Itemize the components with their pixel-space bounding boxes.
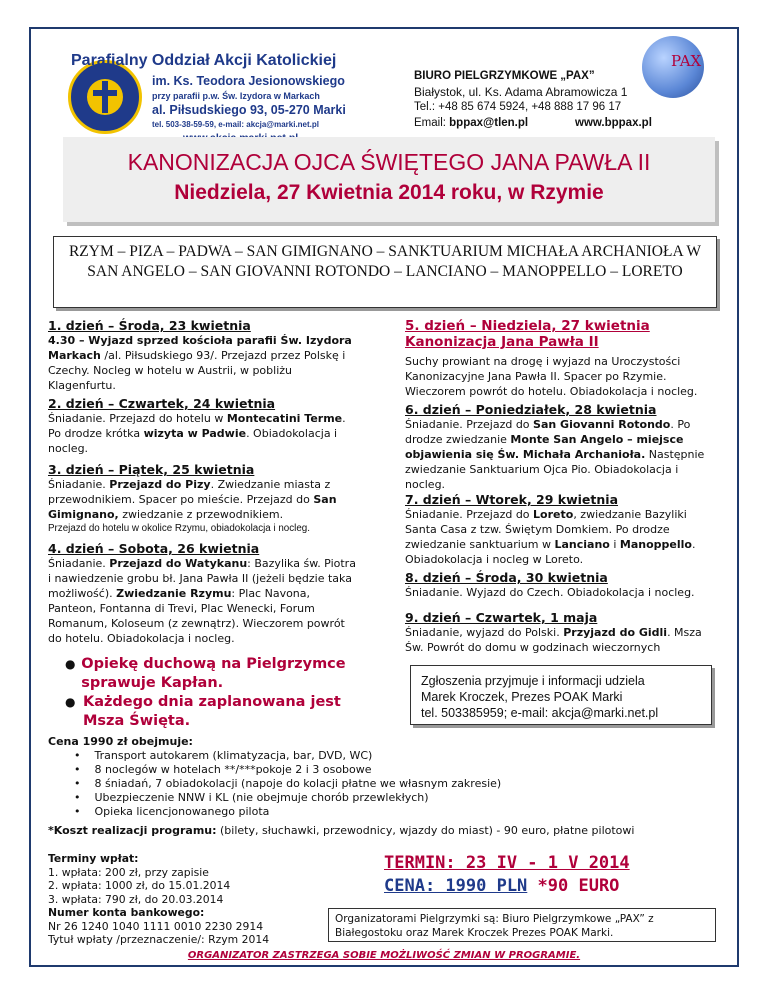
bullet-icon: ● <box>65 695 76 709</box>
day-text: : Plac Navona, Panteon, Fontanna di Trevi, Plac Wenecki, Forum Romanum, Koloseum (z zewnątrz). Wieczorem powrót do hotelu. Obiadokolacja i nocleg. <box>48 587 345 645</box>
contact-line: tel. 503385959; e-mail: akcja@marki.net.pl <box>421 706 659 720</box>
day-heading-2: Kanonizacja Jana Pawła II <box>405 334 599 350</box>
org-contact: tel. 503-38-59-59, e-mail: akcja@marki.net.pl <box>152 120 319 129</box>
day-text: Następnie zwiedzanie Sanktuarium Ojca Pio. Obiadokolacja i nocleg. <box>405 448 705 491</box>
included-item: • 8 noclegów w hotelach **/***pokoje 2 i 3 osobowe <box>74 763 708 777</box>
day-text: . Zwiedzanie miasta z przewodnikiem. Spacer po mieście. Przejazd do <box>48 478 331 506</box>
org-address: al. Piłsudskiego 93, 05-270 Marki <box>152 103 346 117</box>
payment-line: 1. wpłata: 200 zł, przy zapisie <box>48 865 209 879</box>
included-item: • Transport autokarem (klimatyzacja, bar, DVD, WC) <box>74 749 708 763</box>
day-text: , zwiedzanie Bazyliki Santa Casa z tzw. Świętym Domkiem. Po drodze zwiedzanie sanktuarium w <box>405 508 687 551</box>
day-8 <box>405 570 717 600</box>
highlight-item <box>65 655 385 693</box>
price-includes-heading: Cena 1990 zł obejmuje: <box>48 735 193 748</box>
route-text: RZYM – PIZA – PADWA – SAN GIMIGNANO – SANKTUARIUM MICHAŁA ARCHANIOŁA W SAN ANGELO – SAN GIOVANNI ROTONDO – LANCIANO – MANOPPELLO – LORETO <box>68 243 702 280</box>
day-heading: 5. dzień – Niedziela, 27 kwietnia <box>405 318 650 334</box>
day-1 <box>48 318 358 393</box>
day-heading: 4. dzień – Sobota, 26 kwietnia <box>48 541 260 556</box>
pax-email[interactable]: bppax@tlen.pl <box>449 117 529 129</box>
subtitle-date: Niedziela, 27 Kwietnia 2014 roku, w Rzymie <box>174 181 604 204</box>
account-heading: Numer konta bankowego: <box>48 906 205 919</box>
included-item: • Ubezpieczenie NNW i KL (nie obejmuje chorób przewlekłych) <box>74 791 708 805</box>
day-bold: Lanciano <box>554 538 610 551</box>
cost-label: *Koszt realizacji programu: <box>48 824 217 837</box>
pax-address: Białystok, ul. Ks. Adama Abramowicza 1 <box>414 85 628 99</box>
day-text: . Po drodze krótka <box>48 412 346 440</box>
highlight-text: Opiekę duchową na Pielgrzymce sprawuje Kapłan. <box>81 656 346 691</box>
cost-text: (bilety, słuchawki, przewodnicy, wjazdy do miast) - 90 euro, płatne pilotowi <box>216 824 635 837</box>
pax-logo-text: PAX <box>671 52 702 70</box>
day-bold: Montecatini Terme <box>226 412 343 425</box>
footer-disclaimer: ORGANIZATOR ZASTRZEGA SOBIE MOŻLIWOŚĆ ZMIAN W PROGRAMIE. <box>187 950 581 961</box>
day-bold: 4.30 – Wyjazd sprzed kościoła parafii Św. Izydora Markach <box>48 334 352 362</box>
payment-line: 3. wpłata: 790 zł, do 20.03.2014 <box>48 892 224 906</box>
price-includes <box>48 735 708 819</box>
main-title: KANONIZACJA OJCA ŚWIĘTEGO JANA PAWŁA II <box>127 149 651 175</box>
bullet-icon: ● <box>65 657 76 671</box>
term-euro: *90 EURO <box>527 876 620 896</box>
day-text: Przejazd do hotelu w okolice Rzymu, obiadokolacja i nocleg. <box>48 523 310 534</box>
day-heading: 1. dzień – Środa, 23 kwietnia <box>48 318 251 333</box>
day-bold: Przyjazd do Gidli <box>563 626 668 639</box>
day-text: . Obiadokolacja i nocleg w Loreto. <box>405 538 696 566</box>
contact-box <box>410 665 712 725</box>
akcja-katolicka-seal-icon <box>68 60 142 134</box>
day-text: Śniadanie. Przejazd do hotelu w <box>48 412 227 425</box>
term-dates: TERMIN: 23 IV - 1 V 2014 <box>384 853 630 873</box>
day-heading: 2. dzień – Czwartek, 24 kwietnia <box>48 396 276 411</box>
org-name: Parafialny Oddział Akcji Katolickiej <box>71 52 337 69</box>
contact-line: Zgłoszenia przyjmuje i informacji udziela <box>421 674 645 688</box>
day-2 <box>48 396 358 456</box>
program-cost <box>48 824 718 837</box>
pax-name: BIURO PIELGRZYMKOWE „PAX” <box>414 70 595 82</box>
org-parish: przy parafii p.w. Św. Izydora w Markach <box>152 91 320 101</box>
contact-line: Marek Kroczek, Prezes POAK Marki <box>421 690 623 704</box>
day-9 <box>405 610 717 655</box>
day-text: Śniadanie. <box>48 478 110 491</box>
org-patron: im. Ks. Teodora Jesionowskiego <box>152 74 345 88</box>
day-bold: Przejazd do Pizy <box>109 478 211 491</box>
day-text: Śniadanie. Przejazd do <box>405 418 534 431</box>
term-price: CENA: 1990 PLN <box>384 876 528 896</box>
day-text: . Msza Św. Powrót do domu w godzinach wieczornych <box>405 626 702 654</box>
day-heading: 8. dzień – Środa, 30 kwietnia <box>405 570 608 585</box>
day-7 <box>405 492 717 567</box>
day-text: zwiedzanie z przewodnikiem. <box>118 508 284 521</box>
highlight-text: Każdego dnia zaplanowana jest Msza Święta. <box>82 694 341 729</box>
account-number: Nr 26 1240 1040 1111 0010 2230 2914 <box>48 919 264 933</box>
day-bold: San Gimignano, <box>48 493 337 521</box>
pax-website[interactable]: www.bppax.pl <box>575 117 652 129</box>
payment-title: Tytuł wpłaty /przeznaczenie/: Rzym 2014 <box>48 933 270 946</box>
included-item: • 8 śniadań, 7 obiadokolacji (napoje do kolacji płatne we własnym zakresie) <box>74 777 708 791</box>
day-text: . Obiadokolacja i nocleg. <box>48 427 338 455</box>
day-text: i <box>609 538 620 551</box>
day-bold: Monte San Angelo – miejsce objawienia się Św. Michała Archanioła. <box>405 433 684 461</box>
pax-email-label: Email: <box>414 117 446 129</box>
day-text: /al. Piłsudskiego 93/. Przejazd przez Polskę i Czechy. Nocleg w hotelu w Austrii, w pobliżu Klagenfurtu. <box>48 349 346 392</box>
title-box <box>63 137 715 222</box>
day-text: Śniadanie. Przejazd do <box>405 508 534 521</box>
highlight-item <box>65 693 385 731</box>
day-text: : Bazylika św. Piotra i nawiedzenie grobu bł. Jana Pawła II (jeżeli będzie taka możliwość). <box>48 557 356 600</box>
day-heading: 6. dzień – Poniedziałek, 28 kwietnia <box>405 402 657 417</box>
day-6 <box>405 402 717 492</box>
route-box <box>53 236 717 308</box>
day-bold: Przejazd do Watykanu <box>109 557 248 570</box>
day-text: Śniadanie. <box>48 557 110 570</box>
payments-heading: Terminy wpłat: <box>48 852 139 865</box>
day-bold: San Giovanni Rotondo <box>533 418 671 431</box>
day-3 <box>48 462 358 536</box>
term-block <box>384 853 724 896</box>
day-heading: 3. dzień – Piątek, 25 kwietnia <box>48 462 255 477</box>
highlights-list <box>65 655 385 731</box>
day-bold: Manoppello <box>619 538 692 551</box>
day-5 <box>405 318 717 399</box>
day-heading: 9. dzień – Czwartek, 1 maja <box>405 610 598 625</box>
payment-line: 2. wpłata: 1000 zł, do 15.01.2014 <box>48 879 231 892</box>
payment-info <box>48 852 328 947</box>
day-bold: wizyta w Padwie <box>143 427 247 440</box>
organizers-box: Organizatorami Pielgrzymki są: Biuro Pielgrzymkowe „PAX” z Białegostoku oraz Marek Kroczek Prezes POAK Marki. <box>328 908 716 942</box>
day-text: Śniadanie. Wyjazd do Czech. Obiadokolacja i nocleg. <box>405 586 695 599</box>
day-text: . Po drodze zwiedzanie <box>405 418 691 446</box>
day-heading: 7. dzień – Wtorek, 29 kwietnia <box>405 492 619 507</box>
day-bold: Loreto <box>533 508 574 521</box>
day-bold: Zwiedzanie Rzymu <box>116 587 232 600</box>
day-4 <box>48 541 358 646</box>
day-text: Śniadanie, wyjazd do Polski. <box>405 626 564 639</box>
day-text: Suchy prowiant na drogę i wyjazd na Uroczystości Kanonizacyjne Jana Pawła II. Spacer po Rzymie. Wieczorem powrót do hotelu. Obiadokolacja i nocleg. <box>405 355 698 398</box>
included-item: • Opieka licencjonowanego pilota <box>74 805 708 819</box>
pax-phone: Tel.: +48 85 674 5924, +48 888 17 96 17 <box>414 101 622 113</box>
